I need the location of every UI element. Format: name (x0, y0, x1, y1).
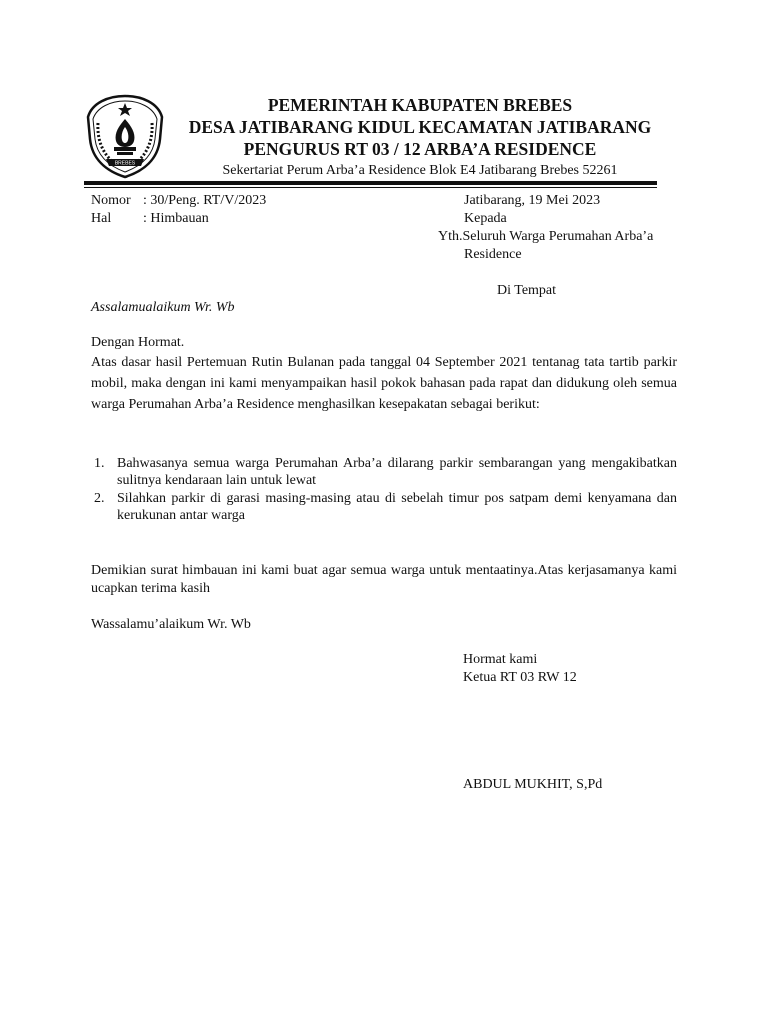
letterhead-divider-thick (84, 181, 657, 185)
letterhead-line-2: DESA JATIBARANG KIDUL KECAMATAN JATIBARANG (188, 117, 652, 137)
recipient-yth-line-1: Yth.Seluruh Warga Perumahan Arba’a (438, 229, 654, 244)
recipient-di-tempat: Di Tempat (497, 283, 557, 298)
letterhead-line-3: PENGURUS RT 03 / 12 ARBA’A RESIDENCE (243, 139, 597, 159)
recipient-yth-line-2: Residence (464, 247, 522, 262)
letterhead-line-1: PEMERINTAH KABUPATEN BREBES (267, 95, 573, 115)
emblem-text: BREBES (114, 160, 136, 167)
signature-regards: Hormat kami (463, 652, 538, 667)
signature-position: Ketua RT 03 RW 12 (463, 670, 577, 685)
list-item-text: Bahwasanya semua warga Perumahan Arba’a dilarang parkir sembarangan yang mengakibatkan sulitnya kendaraan lain untuk lewat (117, 456, 677, 488)
recipient-kepada: Kepada (464, 211, 507, 226)
list-item (91, 490, 677, 524)
nomor-row (91, 192, 266, 210)
intro-text: Atas dasar hasil Pertemuan Rutin Bulanan pada tanggal 04 September 2021 tentanag tata tartib parkir mobil, maka dengan ini kami menyampaikan hasil pokok bahasan pada rapat dan didukung oleh semua warga Perumahan Arba’a Residence menghasilkan kesepakatan sebagai berikut: (91, 355, 677, 412)
list-item-number: 2. (94, 491, 105, 506)
closing-paragraph: Demikian surat himbauan ini kami buat agar semua warga untuk mentaatinya.Atas kerjasamanya kami ucapkan terima kasih (91, 563, 677, 596)
letterhead-address: Sekertariat Perum Arba’a Residence Blok E4 Jatibarang Brebes 52261 (222, 163, 618, 178)
hal-value: : Himbauan (143, 211, 209, 226)
regency-emblem-logo (84, 93, 166, 179)
agreement-list (91, 455, 677, 524)
salutation: Dengan Hormat. (91, 335, 185, 350)
hal-label: Hal (91, 211, 112, 226)
letterhead (170, 94, 670, 181)
list-item-number: 1. (94, 456, 105, 471)
opening-greeting: Assalamualaikum Wr. Wb (91, 300, 235, 315)
nomor-value: : 30/Peng. RT/V/2023 (143, 193, 267, 208)
list-item-text: Silahkan parkir di garasi masing-masing atau di sebelah timur pos satpam demi kenyamana dan kerukunan antar warga (117, 491, 677, 523)
place-date: Jatibarang, 19 Mei 2023 (464, 193, 601, 208)
signatory-name: ABDUL MUKHIT, S,Pd (463, 777, 603, 792)
hal-row (91, 210, 209, 228)
list-item (91, 455, 677, 489)
letterhead-divider-thin (84, 187, 657, 188)
intro-paragraph (91, 352, 677, 415)
farewell: Wassalamu’alaikum Wr. Wb (91, 617, 251, 632)
nomor-label: Nomor (91, 193, 131, 208)
